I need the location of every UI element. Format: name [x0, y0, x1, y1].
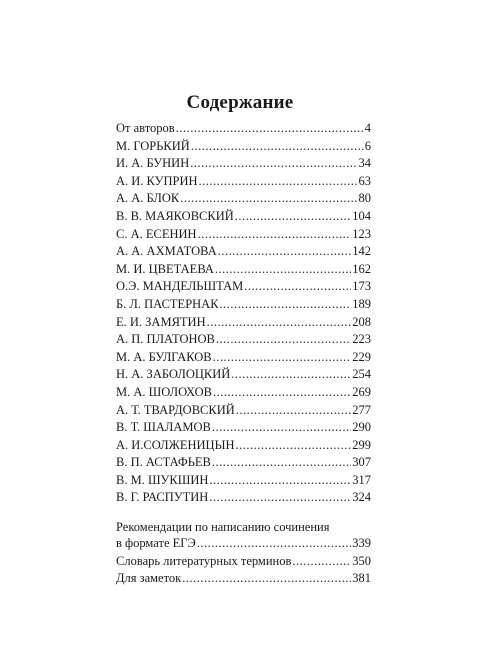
toc-entry-page: 381: [352, 571, 371, 586]
toc-leader-dots: [244, 278, 351, 296]
toc-leader-dots: [218, 243, 352, 261]
toc-entry-page: 63: [358, 173, 371, 188]
toc-entry: [116, 120, 371, 138]
toc-entry-recommendations: [116, 535, 371, 553]
toc-leader-dots: [190, 155, 357, 173]
toc-entry-name: М. А. БУЛГАКОВ: [116, 349, 212, 364]
toc-leader-dots: [220, 296, 352, 314]
toc-entry-name: И. А. БУНИН: [116, 156, 190, 171]
toc-entry-page: 307: [352, 455, 371, 470]
toc-leader-dots: [215, 261, 351, 279]
toc-leader-dots: [191, 138, 364, 156]
toc-leader-dots: [216, 331, 351, 349]
toc-entry-page: 290: [352, 420, 371, 435]
toc-entry-page: 173: [352, 279, 371, 294]
toc-entry: [116, 419, 371, 437]
toc-entry-name: в формате ЕГЭ: [116, 536, 196, 551]
toc-entry: [116, 261, 371, 279]
toc-entry-name: О.Э. МАНДЕЛЬШТАМ: [116, 279, 244, 294]
page-title: Содержание: [186, 92, 294, 113]
toc-entry: [116, 472, 371, 490]
toc-entry: [116, 349, 371, 367]
toc-entry-page: 34: [358, 156, 371, 171]
toc-entry-name: М. А. ШОЛОХОВ: [116, 384, 212, 399]
toc-entry: [116, 402, 371, 420]
toc-entry-page: 104: [352, 208, 371, 223]
toc-entry-page: 189: [352, 296, 371, 311]
toc-entry-page: 80: [358, 191, 371, 206]
toc-entry: [116, 437, 371, 455]
toc-entry-page: 208: [352, 314, 371, 329]
toc-entry-page: 162: [352, 261, 371, 276]
toc-entry-name: Словарь литературных терминов: [116, 553, 292, 568]
toc-entry-name: А. А. БЛОК: [116, 191, 180, 206]
toc-entry-name: М. ГОРЬКИЙ: [116, 138, 190, 153]
toc-entry-name: В. Г. РАСПУТИН: [116, 490, 209, 505]
toc-leader-dots: [213, 349, 352, 367]
section-gap: [116, 507, 371, 520]
toc-entry: [116, 226, 371, 244]
toc-entry-page: 142: [352, 244, 371, 259]
toc-entry-name: Е. И. ЗАМЯТИН: [116, 314, 206, 329]
table-of-contents: [116, 120, 371, 588]
toc-entry: [116, 138, 371, 156]
toc-entry-page: 229: [352, 349, 371, 364]
toc-leader-dots: [180, 190, 357, 208]
toc-entry-name: В. П. АСТАФЬЕВ: [116, 455, 211, 470]
toc-entry-name: А. И.СОЛЖЕНИЦЫН: [116, 437, 235, 452]
toc-leader-dots: [212, 419, 351, 437]
toc-entry-page: 317: [352, 472, 371, 487]
toc-entry: [116, 331, 371, 349]
toc-entry-name: Н. А. ЗАБОЛОЦКИЙ: [116, 367, 231, 382]
toc-entry: [116, 384, 371, 402]
toc-leader-dots: [176, 120, 364, 138]
toc-leader-dots: [292, 553, 351, 571]
toc-entry-page: 4: [364, 121, 371, 135]
toc-entry: [116, 296, 371, 314]
toc-entry-name: С. А. ЕСЕНИН: [116, 226, 197, 241]
toc-entry-page: 254: [352, 367, 371, 382]
toc-entry: [116, 208, 371, 226]
toc-entry: [116, 190, 371, 208]
toc-entry-name: Б. Л. ПАСТЕРНАК: [116, 296, 219, 311]
toc-entry-page: 350: [352, 553, 371, 568]
toc-entry-name: А. Т. ТВАРДОВСКИЙ: [116, 402, 235, 417]
toc-entry: [116, 243, 371, 261]
toc-entry-page: 223: [352, 332, 371, 347]
toc-leader-dots: [207, 314, 352, 332]
toc-entry-name: А. П. ПЛАТОНОВ: [116, 332, 215, 347]
toc-entry-notes: [116, 570, 371, 588]
toc-leader-dots: [198, 226, 352, 244]
toc-entry-name: В. М. ШУКШИН: [116, 472, 209, 487]
toc-leader-dots: [236, 437, 352, 455]
toc-entry: [116, 366, 371, 384]
toc-leader-dots: [236, 402, 351, 420]
toc-leader-dots: [212, 454, 351, 472]
toc-entry: [116, 278, 371, 296]
toc-leader-dots: [213, 384, 351, 402]
toc-entry-name: А. А. АХМАТОВА: [116, 244, 217, 259]
toc-entry-page: 277: [352, 402, 371, 417]
toc-entry-page: 123: [352, 226, 371, 241]
toc-entry-page: 299: [352, 437, 371, 452]
toc-entry-name: В. В. МАЯКОВСКИЙ: [116, 208, 234, 223]
toc-leader-dots: [199, 173, 358, 191]
toc-entry-name: Рекомендации по написанию сочинения: [116, 520, 330, 535]
toc-entry: [116, 489, 371, 507]
toc-leader-dots: [231, 366, 351, 384]
toc-entry-page: 324: [352, 490, 371, 505]
toc-entry: [116, 314, 371, 332]
toc-leader-dots: [209, 472, 351, 490]
toc-entry-name: Для заметок: [116, 571, 182, 586]
toc-entry-page: 6: [364, 138, 371, 153]
toc-entry: [116, 155, 371, 173]
toc-entry-name: М. И. ЦВЕТАЕВА: [116, 261, 214, 276]
toc-entry-page: 269: [352, 384, 371, 399]
toc-leader-dots: [209, 489, 351, 507]
toc-entry-page: 339: [352, 536, 371, 551]
toc-entry: [116, 173, 371, 191]
toc-entry-name: От авторов: [116, 121, 175, 135]
toc-entry: [116, 454, 371, 472]
toc-entry-dictionary: [116, 553, 371, 571]
toc-leader-dots: [182, 570, 351, 588]
toc-entry-name: А. И. КУПРИН: [116, 173, 198, 188]
toc-entry-recommendations-line1: [116, 520, 371, 535]
toc-leader-dots: [197, 535, 352, 553]
toc-entry-name: В. Т. ШАЛАМОВ: [116, 420, 211, 435]
toc-leader-dots: [235, 208, 351, 226]
